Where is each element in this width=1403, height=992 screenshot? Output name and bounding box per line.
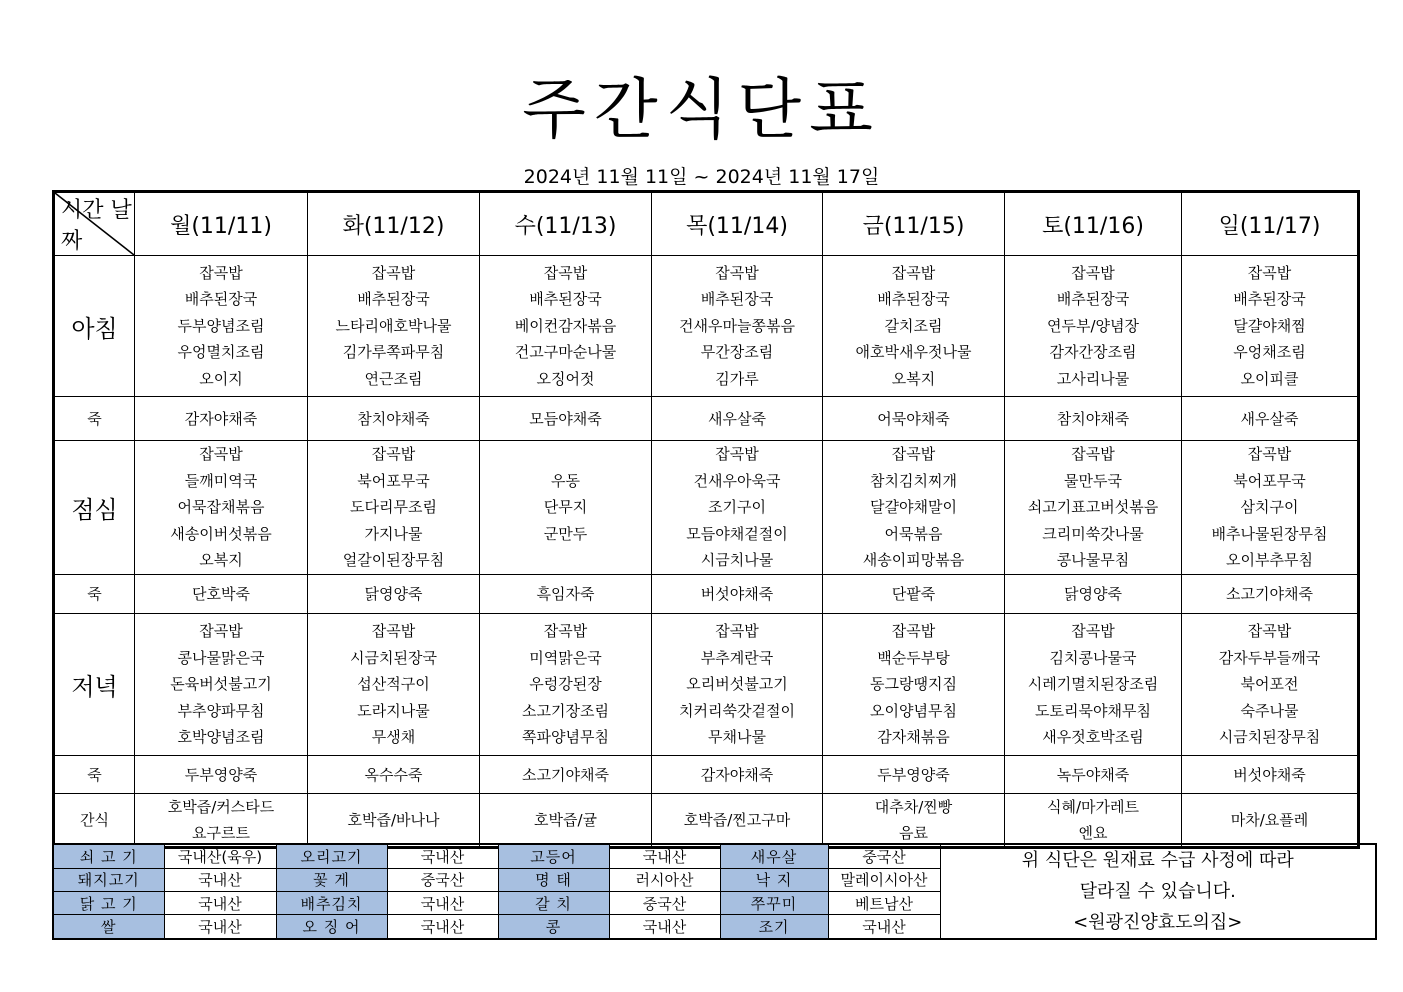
menu-cell	[1005, 613, 1182, 755]
origin-item-value: 국내산	[387, 915, 498, 939]
snack-row	[54, 793, 1359, 847]
origin-item-label: 오 징 어	[276, 915, 387, 939]
menu-item: 배추된장국	[700, 290, 774, 309]
menu-cell	[135, 793, 308, 847]
menu-item: 김가루쪽파무침	[342, 343, 445, 362]
menu-item: 조기구이	[708, 498, 766, 517]
menu-item: 식혜/마가레트	[1047, 797, 1139, 816]
menu-item: 오이양념무침	[870, 701, 957, 720]
menu-item: 잡곡밥	[371, 263, 416, 282]
menu-item: 요구르트	[192, 823, 250, 842]
origin-item-value: 말레이시아산	[828, 868, 940, 891]
menu-item: 고사리나물	[1056, 369, 1130, 388]
menu-item: 부추양파무침	[177, 701, 265, 720]
menu-item: 잡곡밥	[543, 621, 588, 640]
menu-cell: 감자야채죽	[135, 397, 308, 441]
menu-item: 감자간장조림	[1049, 343, 1137, 362]
origin-item-value: 국내산(육우)	[164, 844, 276, 868]
menu-item: 우동	[551, 471, 580, 490]
menu-item: 감자두부들깨국	[1218, 648, 1321, 667]
menu-cell: 어묵야채죽	[823, 397, 1005, 441]
menu-item: 연근조림	[364, 369, 423, 388]
lunch-porridge-row	[54, 574, 1359, 613]
menu-cell	[308, 256, 480, 397]
menu-item: 오징어젓	[536, 369, 595, 388]
menu-item: 가지나물	[364, 524, 423, 543]
origin-item-value: 국내산	[609, 844, 720, 868]
origin-item-value: 국내산	[609, 915, 720, 939]
menu-item: 잡곡밥	[199, 445, 243, 463]
origin-item-label: 쭈꾸미	[720, 891, 828, 914]
menu-item: 잡곡밥	[1071, 263, 1115, 282]
menu-item: 마차/요플레	[1230, 810, 1309, 829]
menu-item: 오복지	[199, 551, 243, 570]
menu-item: 건새우아욱국	[693, 471, 781, 490]
menu-item: 새우젓호박조림	[1042, 728, 1144, 747]
origin-item-label: 고등어	[498, 844, 609, 868]
origin-item-value: 러시아산	[609, 868, 720, 891]
origin-item-value: 국내산	[164, 915, 276, 939]
menu-item: 달걀야채말이	[870, 498, 957, 517]
menu-item: 우엉멸치조림	[177, 343, 265, 362]
menu-item: 잡곡밥	[371, 621, 416, 640]
menu-cell: 버섯야채죽	[1182, 755, 1359, 793]
menu-item: 쇠고기표고버섯볶음	[1027, 498, 1159, 517]
menu-item: 어묵볶음	[884, 524, 943, 543]
menu-item: 배추된장국	[877, 290, 950, 309]
menu-cell	[1005, 441, 1182, 575]
menu-cell	[308, 441, 480, 575]
menu-item: 오복지	[891, 369, 936, 388]
menu-item: 배추된장국	[1056, 290, 1130, 309]
origin-item-value: 국내산	[164, 891, 276, 914]
menu-item: 군만두	[543, 524, 588, 543]
menu-item: 시금치된장국	[350, 648, 437, 667]
menu-item: 어묵잡채볶음	[177, 498, 265, 517]
menu-cell	[1005, 793, 1182, 847]
menu-item: 건새우마늘쫑볶음	[679, 316, 795, 335]
origin-item-value: 중국산	[387, 868, 498, 891]
menu-cell	[1182, 256, 1359, 397]
corner-cell	[54, 192, 135, 256]
menu-item: 섭산적구이	[357, 675, 430, 694]
menu-item: 갈치조림	[884, 316, 943, 335]
menu-cell	[652, 441, 823, 575]
menu-item: 우엉채조림	[1233, 343, 1306, 362]
menu-item: 배추된장국	[1233, 290, 1306, 309]
menu-item: 애호박새우젓나물	[855, 343, 972, 362]
menu-cell: 참치야채죽	[308, 397, 480, 441]
day-header: 일(11/17)	[1182, 192, 1359, 256]
menu-item: 잡곡밥	[199, 621, 243, 640]
menu-cell	[823, 441, 1005, 575]
menu-cell: 새우살죽	[1182, 397, 1359, 441]
menu-item: 잡곡밥	[371, 445, 416, 463]
menu-item: 건고구마순나물	[514, 343, 617, 362]
menu-item: 음료	[899, 823, 928, 842]
menu-cell	[135, 613, 308, 755]
menu-item: 시금치된장무침	[1218, 728, 1321, 747]
menu-item: 김치콩나물국	[1049, 648, 1137, 667]
menu-cell: 버섯야채죽	[652, 574, 823, 613]
menu-item: 김가루	[715, 369, 759, 388]
menu-cell	[823, 256, 1005, 397]
day-header: 토(11/16)	[1005, 192, 1182, 256]
origin-item-label: 새우살	[720, 844, 828, 868]
origin-item-label: 콩	[498, 915, 609, 939]
day-header: 월(11/11)	[135, 192, 308, 256]
menu-item: 물만두국	[1064, 471, 1122, 490]
menu-item: 베이컨감자볶음	[514, 316, 617, 335]
menu-cell: 녹두야채죽	[1005, 755, 1182, 793]
menu-item: 오이피클	[1240, 369, 1299, 388]
menu-item: 크리미쑥갓나물	[1042, 524, 1144, 543]
origin-item-label: 쌀	[53, 915, 164, 939]
menu-item: 호박양념조림	[177, 728, 265, 747]
menu-item: 얼갈이된장무침	[342, 551, 445, 570]
menu-item: 대추차/찐빵	[874, 797, 953, 816]
menu-item: 잡곡밥	[1071, 621, 1115, 640]
menu-cell	[308, 613, 480, 755]
day-header-row	[54, 192, 1359, 256]
menu-cell: 모듬야채죽	[480, 397, 652, 441]
origin-item-value: 베트남산	[828, 891, 940, 914]
origin-item-value: 국내산	[164, 868, 276, 891]
dinner-row	[54, 613, 1359, 755]
menu-item: 무채나물	[708, 728, 766, 747]
origin-row	[53, 844, 1376, 868]
menu-item: 부추계란국	[700, 648, 774, 667]
breakfast-porridge-row	[54, 397, 1359, 441]
menu-item: 시레기멸치된장조림	[1027, 675, 1159, 694]
meal-label-lunch: 점심	[54, 441, 135, 575]
menu-item: 도라지나물	[357, 701, 430, 720]
notice-cell	[940, 844, 1376, 939]
menu-item: 동그랑땡지짐	[870, 675, 957, 694]
meal-label-porridge: 죽	[54, 397, 135, 441]
menu-item: 오리버섯불고기	[686, 675, 788, 694]
origin-item-value: 국내산	[387, 891, 498, 914]
menu-cell	[1182, 441, 1359, 575]
menu-cell	[823, 793, 1005, 847]
menu-cell: 옥수수죽	[308, 755, 480, 793]
menu-item: 북어포전	[1240, 675, 1299, 694]
origin-item-value: 국내산	[828, 915, 940, 939]
menu-item: 잡곡밥	[891, 263, 936, 282]
meal-label-porridge: 죽	[54, 574, 135, 613]
menu-item	[480, 547, 651, 574]
corner-date: 날짜	[61, 198, 132, 254]
menu-item: 호박즙/바나나	[347, 810, 440, 829]
menu-item: 잡곡밥	[1247, 621, 1292, 640]
menu-item: 감자채볶음	[877, 728, 950, 747]
menu-item: 참치김치찌개	[870, 471, 957, 490]
weekly-menu-table	[52, 190, 1360, 849]
origin-item-value: 중국산	[609, 891, 720, 914]
menu-item: 호박즙/귤	[533, 810, 597, 829]
menu-cell: 참치야채죽	[1005, 397, 1182, 441]
menu-item: 모듬야채겉절이	[686, 524, 788, 543]
origin-item-label: 배추김치	[276, 891, 387, 914]
menu-item: 잡곡밥	[715, 445, 759, 463]
menu-item: 배추된장국	[184, 290, 258, 309]
menu-item: 배추나물된장무침	[1211, 524, 1328, 543]
menu-item: 새송이피망볶음	[862, 551, 965, 570]
menu-item: 무간장조림	[700, 343, 774, 362]
page-title: 주간식단표	[522, 71, 881, 148]
origin-table	[52, 843, 1377, 940]
menu-cell: 단호박죽	[135, 574, 308, 613]
menu-cell: 소고기야채죽	[480, 755, 652, 793]
origin-item-value: 국내산	[387, 844, 498, 868]
menu-cell	[1005, 256, 1182, 397]
menu-item	[480, 441, 651, 468]
menu-item: 콩나물무침	[1056, 551, 1130, 570]
menu-item: 콩나물맑은국	[177, 648, 265, 667]
meal-label-snack: 간식	[54, 793, 135, 847]
menu-period: 2024년 11월 11일 ~ 2024년 11월 17일	[523, 166, 880, 188]
origin-item-label: 갈 치	[498, 891, 609, 914]
menu-item: 호박즙/커스타드	[167, 797, 275, 816]
menu-item: 백순두부탕	[877, 648, 950, 667]
menu-cell	[823, 613, 1005, 755]
dinner-porridge-row	[54, 755, 1359, 793]
notice-line: 달라질 수 있습니다.	[1079, 881, 1236, 902]
menu-item: 도다리무조림	[350, 498, 437, 517]
menu-cell	[135, 256, 308, 397]
menu-item: 잡곡밥	[1071, 445, 1115, 463]
menu-item: 오이부추무침	[1226, 551, 1313, 570]
menu-item: 잡곡밥	[199, 263, 243, 282]
day-header: 금(11/15)	[823, 192, 1005, 256]
menu-item: 잡곡밥	[715, 263, 759, 282]
menu-cell	[308, 793, 480, 847]
menu-item: 달걀야채찜	[1233, 316, 1306, 335]
menu-item: 잡곡밥	[1247, 263, 1292, 282]
meal-label-porridge: 죽	[54, 755, 135, 793]
menu-item: 단무지	[543, 498, 588, 517]
menu-item: 치커리쑥갓겉절이	[679, 701, 795, 720]
menu-cell: 새우살죽	[652, 397, 823, 441]
menu-cell: 소고기야채죽	[1182, 574, 1359, 613]
origin-item-label: 오리고기	[276, 844, 387, 868]
menu-cell	[480, 441, 652, 575]
menu-item: 잡곡밥	[715, 621, 759, 640]
corner-time: 시간	[61, 198, 104, 223]
menu-cell: 두부영양죽	[135, 755, 308, 793]
menu-cell: 닭영양죽	[1005, 574, 1182, 613]
menu-item: 두부양념조림	[177, 316, 265, 335]
menu-item: 돈육버섯불고기	[170, 675, 272, 694]
menu-item: 잡곡밥	[891, 621, 936, 640]
origin-item-label: 조기	[720, 915, 828, 939]
notice-line: 위 식단은 원재료 수급 사정에 따라	[1021, 850, 1294, 871]
menu-item: 호박즙/찐고구마	[683, 810, 791, 829]
notice-line: <원광진양효도의집>	[1073, 912, 1243, 933]
lunch-row	[54, 441, 1359, 575]
menu-item: 미역맑은국	[529, 648, 602, 667]
menu-item: 오이지	[199, 369, 243, 388]
menu-cell: 감자야채죽	[652, 755, 823, 793]
menu-cell	[652, 613, 823, 755]
origin-item-label: 명 태	[498, 868, 609, 891]
menu-item: 숙주나물	[1240, 701, 1299, 720]
menu-item: 북어포무국	[357, 471, 430, 490]
origin-item-label: 쇠 고 기	[53, 844, 164, 868]
menu-item: 엔요	[1078, 823, 1108, 842]
menu-cell	[1182, 613, 1359, 755]
menu-item: 느타리애호박나물	[335, 316, 452, 335]
origin-item-value: 중국산	[828, 844, 940, 868]
meal-label-breakfast: 아침	[54, 256, 135, 397]
menu-item: 북어포무국	[1233, 471, 1306, 490]
breakfast-row	[54, 256, 1359, 397]
menu-cell	[652, 793, 823, 847]
menu-cell	[480, 613, 652, 755]
menu-item: 잡곡밥	[891, 445, 936, 463]
menu-item: 소고기장조림	[522, 701, 609, 720]
menu-item: 배추된장국	[529, 290, 602, 309]
day-header: 목(11/14)	[652, 192, 823, 256]
menu-item: 쪽파양념무침	[522, 728, 609, 747]
origin-item-label: 닭 고 기	[53, 891, 164, 914]
meal-label-dinner: 저녁	[54, 613, 135, 755]
origin-item-label: 낙 지	[720, 868, 828, 891]
menu-cell	[1182, 793, 1359, 847]
menu-cell: 흑임자죽	[480, 574, 652, 613]
menu-cell: 단팥죽	[823, 574, 1005, 613]
menu-cell	[480, 793, 652, 847]
menu-item: 잡곡밥	[543, 263, 588, 282]
menu-cell	[652, 256, 823, 397]
menu-item: 연두부/양념장	[1047, 316, 1139, 335]
menu-item: 우렁강된장	[529, 675, 602, 694]
menu-cell	[480, 256, 652, 397]
menu-item: 배추된장국	[357, 290, 430, 309]
menu-cell	[135, 441, 308, 575]
menu-item: 삼치구이	[1240, 498, 1299, 517]
day-header: 화(11/12)	[308, 192, 480, 256]
day-header: 수(11/13)	[480, 192, 652, 256]
menu-item: 시금치나물	[700, 551, 774, 570]
menu-cell: 닭영양죽	[308, 574, 480, 613]
menu-item: 잡곡밥	[1247, 445, 1292, 463]
menu-cell: 두부영양죽	[823, 755, 1005, 793]
menu-item: 무생채	[371, 728, 416, 747]
menu-item: 새송이버섯볶음	[170, 524, 272, 543]
menu-item: 들깨미역국	[184, 471, 258, 490]
origin-item-label: 꽃 게	[276, 868, 387, 891]
menu-item: 도토리묵야채무침	[1035, 701, 1151, 720]
origin-item-label: 돼지고기	[53, 868, 164, 891]
